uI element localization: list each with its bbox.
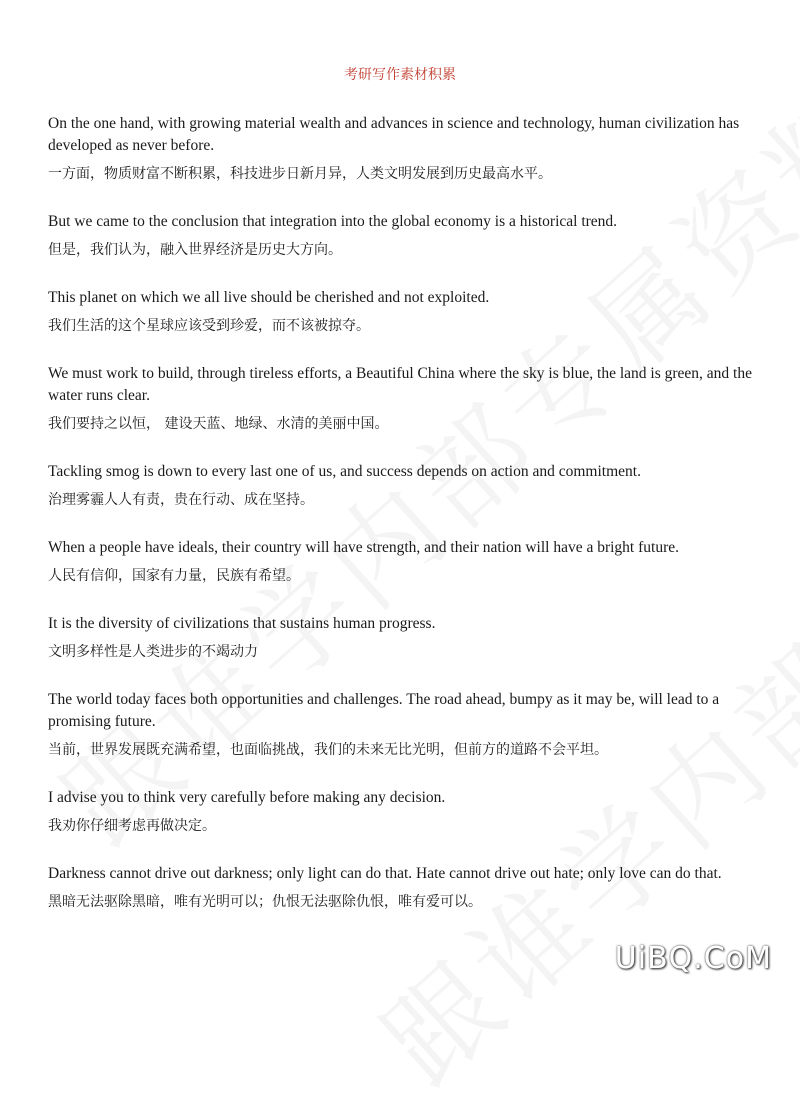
english-sentence: When a people have ideals, their country will have strength, and their nation will have a bright future. bbox=[48, 539, 679, 556]
site-watermark-logo: UiBQ.CoM bbox=[614, 941, 772, 976]
english-sentence: But we came to the conclusion that integration into the global economy is a historical trend. bbox=[48, 213, 618, 230]
chinese-translation: 文明多样性是人类进步的不竭动力 bbox=[48, 644, 258, 660]
chinese-translation: 我们要持之以恒， 建设天蓝、地绿、水清的美丽中国。 bbox=[48, 416, 389, 432]
entry bbox=[48, 113, 758, 185]
chinese-translation: 我劝你仔细考虑再做决定。 bbox=[48, 818, 216, 834]
entry bbox=[48, 613, 758, 663]
document-title: 考研写作素材积累 bbox=[344, 67, 456, 83]
english-sentence: This planet on which we all live should be cherished and not exploited. bbox=[48, 289, 490, 306]
entry bbox=[48, 363, 758, 435]
english-sentence: I advise you to think very carefully before making any decision. bbox=[48, 789, 446, 806]
english-sentence: Darkness cannot drive out darkness; only light can do that. Hate cannot drive out hate; only love can do that. bbox=[48, 865, 722, 882]
entry bbox=[48, 863, 758, 913]
chinese-translation: 人民有信仰，国家有力量，民族有希望。 bbox=[48, 568, 300, 584]
entry bbox=[48, 211, 758, 261]
chinese-translation: 我们生活的这个星球应该受到珍爱，而不该被掠夺。 bbox=[48, 318, 370, 334]
chinese-translation: 当前，世界发展既充满希望，也面临挑战，我们的未来无比光明，但前方的道路不会平坦。 bbox=[48, 742, 608, 758]
chinese-translation: 但是，我们认为，融入世界经济是历史大方向。 bbox=[48, 242, 342, 258]
entry bbox=[48, 689, 758, 761]
english-sentence: On the one hand, with growing material wealth and advances in science and technology, human civilization has developed as never before. bbox=[48, 115, 740, 154]
chinese-translation: 一方面，物质财富不断积累，科技进步日新月异，人类文明发展到历史最高水平。 bbox=[48, 166, 552, 182]
entry bbox=[48, 537, 758, 587]
english-sentence: We must work to build, through tireless efforts, a Beautiful China where the sky is blue, the land is green, and the water runs clear. bbox=[48, 365, 752, 404]
english-sentence: The world today faces both opportunities and challenges. The road ahead, bumpy as it may be, will lead to a promising future. bbox=[48, 691, 720, 730]
chinese-translation: 治理雾霾人人有责，贵在行动、成在坚持。 bbox=[48, 492, 314, 508]
entry bbox=[48, 787, 758, 837]
entry bbox=[48, 461, 758, 511]
english-sentence: Tackling smog is down to every last one of us, and success depends on action and commitment. bbox=[48, 463, 641, 480]
entry-list bbox=[48, 113, 758, 939]
chinese-translation: 黑暗无法驱除黑暗，唯有光明可以；仇恨无法驱除仇恨，唯有爱可以。 bbox=[48, 894, 482, 910]
english-sentence: It is the diversity of civilizations that sustains human progress. bbox=[48, 615, 436, 632]
entry bbox=[48, 287, 758, 337]
